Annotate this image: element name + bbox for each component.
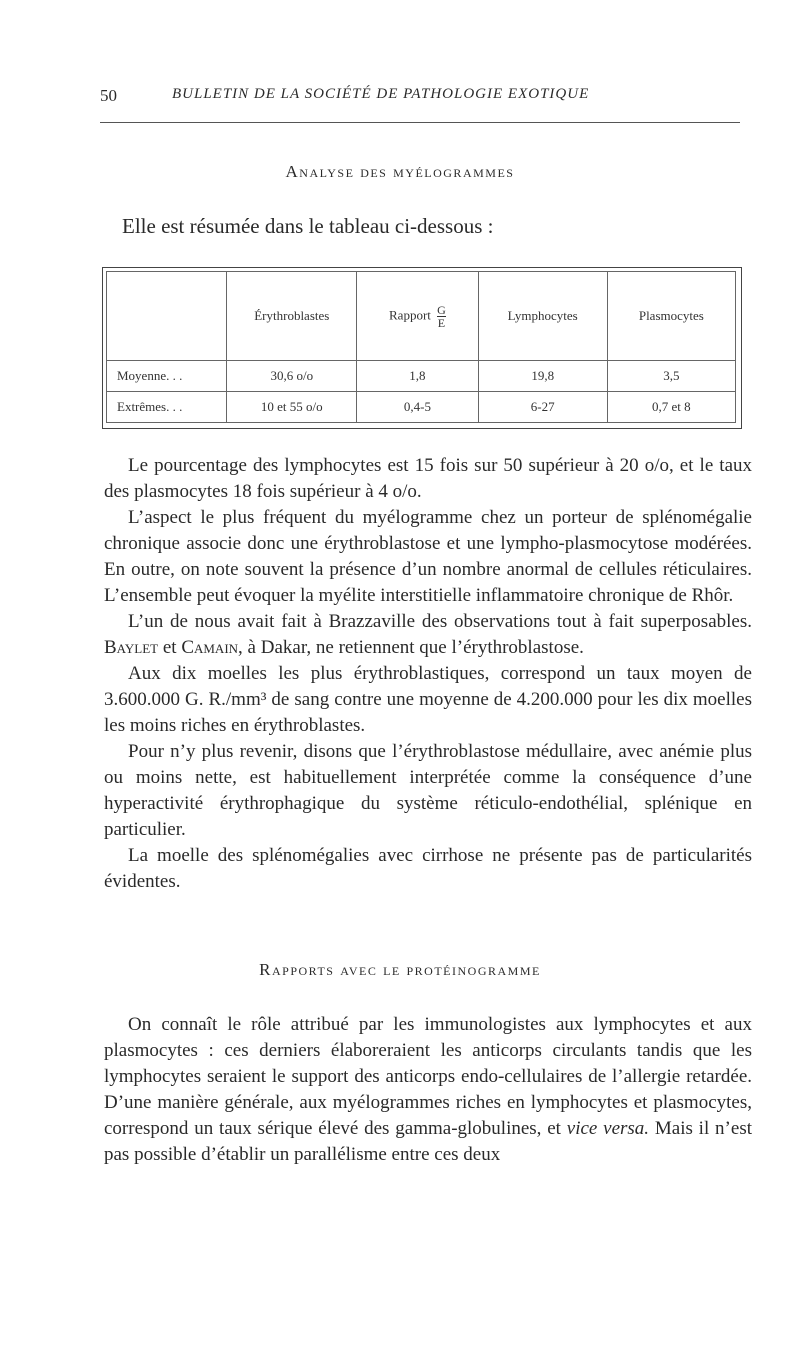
text-run: et <box>162 637 177 658</box>
page-number: 50 <box>100 86 117 105</box>
italic-text: vice versa. <box>566 1118 650 1139</box>
body-section-1 <box>104 453 752 895</box>
paragraph: L’aspect le plus fréquent du myélogramme chez un porteur de splénomégalie chronique associe donc une érythroblastose et une lympho-plasmocytose modérées. En outre, on note souvent la présence d’un nombre anormal de cellules réticulaires. L’ensemble peut évoquer la myélite interstitielle inflammatoire chronique de Rhôr. <box>104 507 752 606</box>
myelogram-table <box>102 267 742 429</box>
table-cell: 30,6 o/o <box>227 361 357 392</box>
paragraph: La moelle des splénomégalies avec cirrhose ne présente pas de particularités évidentes. <box>104 845 752 892</box>
ratio-denominator: E <box>437 315 446 330</box>
rapport-label: Rapport <box>389 306 431 322</box>
paragraph <box>104 1012 752 1168</box>
table-header-cell: Plasmocytes <box>607 272 735 361</box>
table-row <box>107 361 736 392</box>
ratio-numerator: G <box>437 302 446 317</box>
section-title-analyse: Analyse des myélogrammes <box>285 162 515 181</box>
ratio-fraction <box>437 304 446 329</box>
table-header-cell: Érythroblastes <box>227 272 357 361</box>
author-name: Baylet <box>104 637 159 658</box>
text-run: L’un de nous avait fait à Brazzaville des observations tout à fait superposables. <box>128 611 752 632</box>
table-header-row <box>107 272 736 361</box>
page-header <box>100 86 740 123</box>
table-row <box>107 392 736 423</box>
table-cell: 19,8 <box>478 361 607 392</box>
author-name: Camain <box>181 637 239 658</box>
table-cell: 0,7 et 8 <box>607 392 735 423</box>
running-title: BULLETIN DE LA SOCIÉTÉ DE PATHOLOGIE EXOTIQUE <box>172 86 590 102</box>
paragraph: Le pourcentage des lymphocytes est 15 fois sur 50 supérieur à 20 o/o, et le taux des plasmocytes 18 fois supérieur à 4 o/o. <box>104 455 752 502</box>
table-cell: 0,4-5 <box>357 392 479 423</box>
text-run: , à Dakar, ne retiennent que l’érythroblastose. <box>238 637 584 658</box>
row-label: Extrêmes. . . <box>107 392 227 423</box>
table-cell: 1,8 <box>357 361 479 392</box>
table-cell: 10 et 55 o/o <box>227 392 357 423</box>
body-section-2 <box>104 1012 752 1168</box>
table-header-empty <box>107 272 227 361</box>
paragraph: Aux dix moelles les plus érythroblastiques, correspond un taux moyen de 3.600.000 G. R./mm³ de sang contre une moyenne de 4.200.000 pour les dix moelles les moins riches en érythroblastes. <box>104 663 752 736</box>
text-run: Mais il n’est pas possible d’établir un parallélisme entre ces deux <box>104 1118 752 1165</box>
row-label: Moyenne. . . <box>107 361 227 392</box>
table-cell: 6-27 <box>478 392 607 423</box>
paragraph <box>104 609 752 661</box>
table-header-cell: Lymphocytes <box>478 272 607 361</box>
table-intro: Elle est résumée dans le tableau ci-dessous : <box>122 214 494 238</box>
paragraph: Pour n’y plus revenir, disons que l’érythroblastose médullaire, avec anémie plus ou moins nette, est habituellement interprétée comme la conséquence d’une hyperactivité érythrophagique du système réticulo-endothélial, splénique en particulier. <box>104 741 752 840</box>
table-cell: 3,5 <box>607 361 735 392</box>
table-header-cell <box>357 272 479 361</box>
text-run: On connaît le rôle attribué par les immunologistes aux lymphocytes et aux plasmocytes : ces derniers élaboreraient les anticorps circulants tandis que les lymphocytes seraient le support des anticorps endo-cellulaires de l’allergie retardée. D’une manière générale, aux myélogrammes riches en lymphocytes et plasmocytes, correspond un taux sérique élevé des gamma-globulines, et <box>104 1014 752 1139</box>
section-title-rapports: Rapports avec le protéinogramme <box>259 960 541 979</box>
